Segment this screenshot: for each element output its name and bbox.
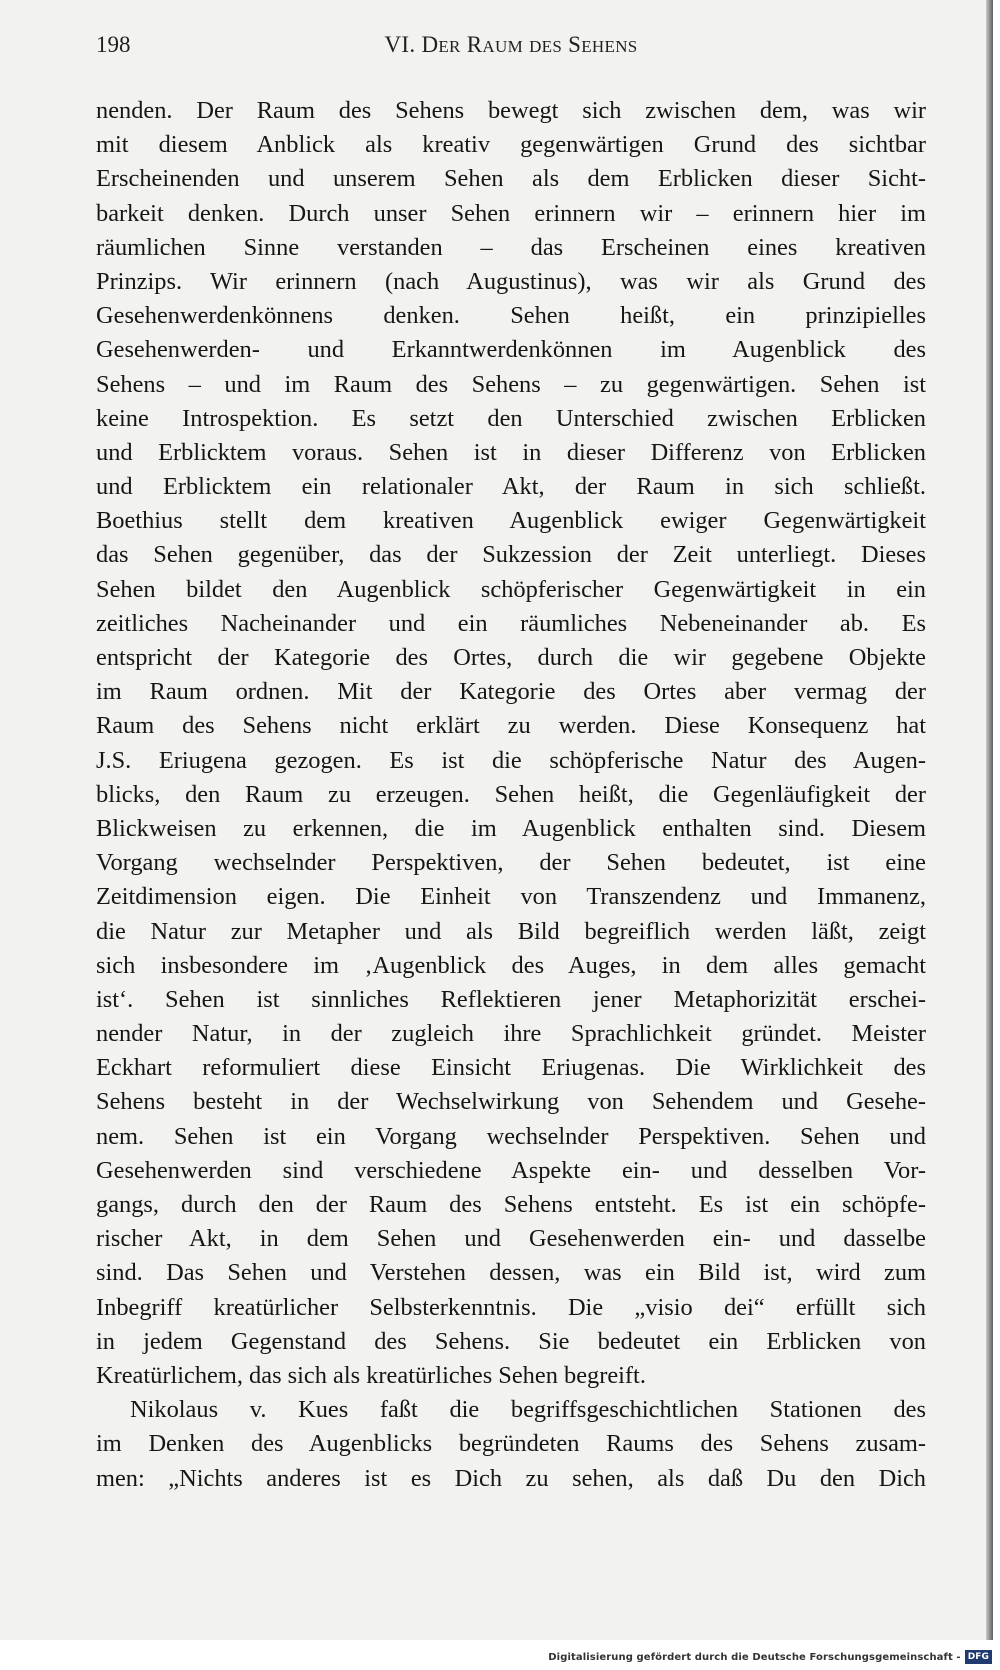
- text-line: Sehens – und im Raum des Sehens – zu gegenwärtigen. Sehen ist: [96, 370, 926, 398]
- text-line: Prinzips. Wir erinnern (nach Augustinus), was wir als Grund des: [96, 267, 926, 295]
- text-line: Erscheinenden und unserem Sehen als dem Erblicken dieser Sicht-: [96, 165, 926, 193]
- text-line: J.S. Eriugena gezogen. Es ist die schöpferische Natur des Augen-: [96, 746, 926, 774]
- chapter-title-word: SEHENS: [568, 32, 638, 57]
- text-line: Zeitdimension eigen. Die Einheit von Transzendenz und Immanenz,: [96, 883, 926, 911]
- body-text: [96, 94, 926, 1496]
- text-line: im Denken des Augenblicks begründeten Raums des Sehens zusam-: [96, 1430, 926, 1458]
- chapter-title-word: RAUM: [466, 32, 523, 57]
- chapter-title-word: DER: [421, 32, 461, 57]
- text-line: Boethius stellt dem kreativen Augenblick ewiger Gegenwärtigkeit: [96, 507, 926, 535]
- text-line: Vorgang wechselnder Perspektiven, der Sehen bedeutet, ist eine: [96, 849, 926, 877]
- text-line: Sehens besteht in der Wechselwirkung von Sehendem und Gesehe-: [96, 1088, 926, 1116]
- text-line: Blickweisen zu erkennen, die im Augenblick enthalten sind. Diesem: [96, 814, 926, 842]
- text-line: und Erblicktem voraus. Sehen ist in dieser Differenz von Erblicken: [96, 438, 926, 466]
- text-line: nender Natur, in der zugleich ihre Sprachlichkeit gründet. Meister: [96, 1020, 926, 1048]
- text-line: im Raum ordnen. Mit der Kategorie des Ortes aber vermag der: [96, 678, 926, 706]
- text-line: Kreatürlichem, das sich als kreatürliches Sehen begreift.: [96, 1361, 646, 1389]
- text-line: Sehen bildet den Augenblick schöpferischer Gegenwärtigkeit in ein: [96, 575, 926, 603]
- text-line: mit diesem Anblick als kreativ gegenwärtigen Grund des sichtbar: [96, 131, 926, 159]
- text-line: men: „Nichts anderes ist es Dich zu sehen, als daß Du den Dich: [96, 1464, 926, 1492]
- text-line: blicks, den Raum zu erzeugen. Sehen heißt, die Gegenläufigkeit der: [96, 780, 926, 808]
- text-line: nenden. Der Raum des Sehens bewegt sich zwischen dem, was wir: [96, 97, 926, 124]
- text-line: entspricht der Kategorie des Ortes, durch die wir gegebene Objekte: [96, 644, 926, 671]
- text-line: und Erblicktem ein relationaler Akt, der Raum in sich schließt.: [96, 473, 926, 501]
- page-header: [96, 32, 926, 62]
- digitization-footer: [548, 1649, 992, 1665]
- chapter-title: [421, 32, 637, 57]
- text-line: Eckhart reformuliert diese Einsicht Eriugenas. Die Wirklichkeit des: [96, 1054, 926, 1082]
- text-line: rischer Akt, in dem Sehen und Gesehenwerden ein- und dasselbe: [96, 1225, 926, 1253]
- text-line: zeitliches Nacheinander und ein räumliches Nebeneinander ab. Es: [96, 609, 926, 637]
- text-line: gangs, durch den der Raum des Sehens entsteht. Es ist ein schöpfe-: [96, 1191, 926, 1218]
- page-number: 198: [96, 32, 131, 57]
- chapter-title-word: DES: [529, 37, 563, 56]
- text-line: in jedem Gegenstand des Sehens. Sie bedeutet ein Erblicken von: [96, 1327, 926, 1355]
- text-line: Inbegriff kreatürlicher Selbsterkenntnis. Die „visio dei“ erfüllt sich: [96, 1293, 926, 1321]
- text-line: Gesehenwerdenkönnens denken. Sehen heißt, ein prinzipielles: [96, 302, 926, 330]
- text-line: Gesehenwerden- und Erkanntwerdenkönnen im Augenblick des: [96, 336, 926, 364]
- running-head: [96, 32, 926, 58]
- text-line: räumlichen Sinne verstanden – das Erscheinen eines kreativen: [96, 233, 926, 261]
- text-line: das Sehen gegenüber, das der Sukzession der Zeit unterliegt. Dieses: [96, 541, 926, 569]
- text-line: die Natur zur Metapher und als Bild begreiflich werden läßt, zeigt: [96, 917, 926, 945]
- text-line: sind. Das Sehen und Verstehen dessen, was ein Bild ist, wird zum: [96, 1259, 926, 1287]
- dfg-logo: DFG: [965, 1650, 992, 1664]
- text-line: barkeit denken. Durch unser Sehen erinnern wir – erinnern hier im: [96, 199, 926, 227]
- page-edge-shadow: [986, 0, 993, 1640]
- chapter-numeral: VI.: [384, 32, 416, 57]
- text-line: sich insbesondere im ‚Augenblick des Auges, in dem alles gemacht: [96, 951, 926, 979]
- text-line: Nikolaus v. Kues faßt die begriffsgeschichtlichen Stationen des: [130, 1396, 926, 1424]
- text-line: keine Introspektion. Es setzt den Unterschied zwischen Erblicken: [96, 404, 926, 432]
- text-line: nem. Sehen ist ein Vorgang wechselnder Perspektiven. Sehen und: [96, 1122, 926, 1150]
- text-line: Raum des Sehens nicht erklärt zu werden. Diese Konsequenz hat: [96, 712, 926, 740]
- text-line: ist‘. Sehen ist sinnliches Reflektieren jener Metaphorizität erschei-: [96, 985, 926, 1013]
- footer-credit: Digitalisierung gefördert durch die Deutsche Forschungsgemeinschaft -: [548, 1651, 961, 1663]
- text-line: Gesehenwerden sind verschiedene Aspekte ein- und desselben Vor-: [96, 1156, 926, 1184]
